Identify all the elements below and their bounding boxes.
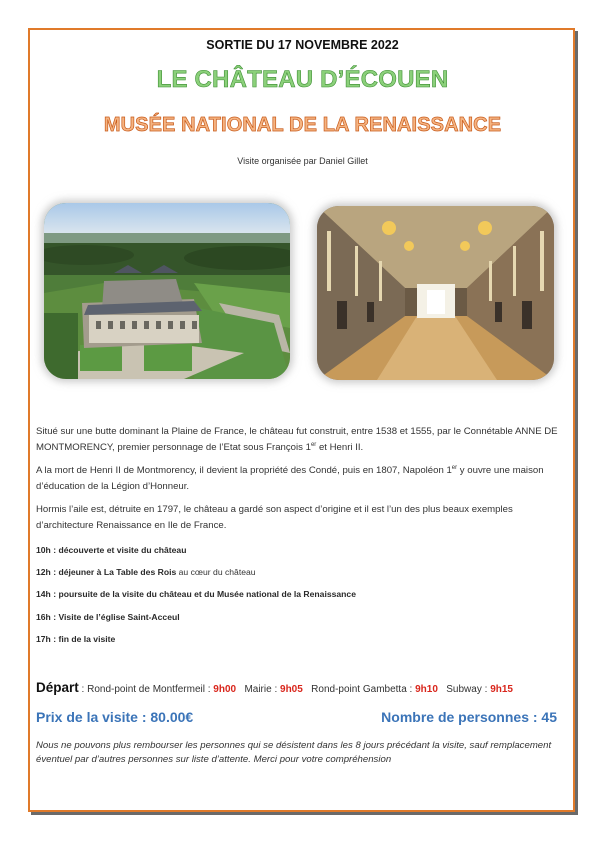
schedule-item: 10h : découverte et visite du château	[36, 545, 187, 555]
intro-paragraph: Situé sur une butte dominant la Plaine de France, le château fut construit, entre 1538 et 1555, par le Connétable ANNE DE MONTMORENCY, premier personnage de l’Etat sous François 1er et Henri II.	[36, 426, 558, 453]
history-paragraph: A la mort de Henri II de Montmorency, il devient la propriété des Condé, puis en 1807, Napoléon 1er y ouvre une maison d’éducation de la Légion d’Honneur.	[36, 464, 544, 492]
outing-date: SORTIE DU 17 NOVEMBRE 2022	[206, 38, 399, 52]
refund-note: Nous ne pouvons plus rembourser les personnes qui se désistent dans les 8 jours précédant la visite, sauf remplacement éventuel par d’autres personnes sur liste d’attente. Merci pour votre compréhension	[36, 740, 552, 765]
schedule-item: 17h : fin de la visite	[36, 634, 116, 644]
visit-price: Prix de la visite : 80.00€	[36, 709, 194, 725]
page-title: LE CHÂTEAU D’ÉCOUEN	[156, 66, 449, 93]
departure-line: Départ : Rond-point de Montfermeil : 9h00 Mairie : 9h05 Rond-point Gambetta : 9h10 Subway : 9h15	[36, 680, 513, 695]
chateau-aerial-photo	[44, 203, 290, 379]
page-subtitle: MUSÉE NATIONAL DE LA RENAISSANCE	[103, 114, 502, 136]
schedule-item: 16h : Visite de l’église Saint-Acceul	[36, 612, 180, 622]
gallery-interior-photo	[317, 206, 554, 380]
schedule-item: 14h : poursuite de la visite du château et du Musée national de la Renaissance	[36, 589, 356, 599]
organizer-line: Visite organisée par Daniel Gillet	[237, 156, 368, 166]
participant-count: Nombre de personnes : 45	[381, 709, 557, 725]
architecture-paragraph: Hormis l’aile est, détruite en 1797, le château a gardé son aspect d’origine et il est l’un des plus beaux exemples d’architecture Renaissance en Ile de France.	[36, 504, 513, 531]
schedule-item: 12h : déjeuner à La Table des Rois au cœur du château	[36, 567, 256, 577]
